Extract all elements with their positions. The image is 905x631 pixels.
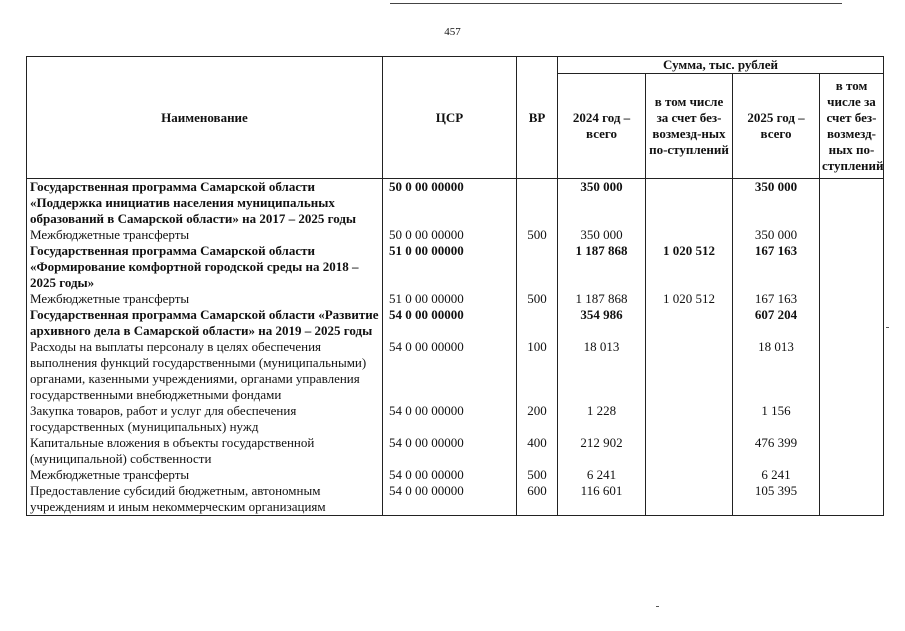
cell-2025-total: 1 156 xyxy=(733,403,820,435)
cell-vr xyxy=(517,307,558,339)
table-row xyxy=(27,403,884,435)
cell-2025-total: 105 395 xyxy=(733,483,820,516)
cell-csr: 51 0 00 00000 xyxy=(383,243,517,291)
cell-2024-free xyxy=(646,483,733,516)
cell-name: Государственная программа Самарской области «Развитие архивного дела в Самарской области» на 2019 – 2025 годы xyxy=(27,307,383,339)
table-row xyxy=(27,467,884,483)
cell-name: Государственная программа Самарской области «Формирование комфортной городской среды на 2018 – 2025 годы» xyxy=(27,243,383,291)
cell-csr: 50 0 00 00000 xyxy=(383,179,517,228)
cell-csr: 54 0 00 00000 xyxy=(383,435,517,467)
cell-2024-free xyxy=(646,339,733,403)
cell-2024-free xyxy=(646,179,733,228)
cell-2024-total: 1 187 868 xyxy=(558,291,646,307)
cell-vr xyxy=(517,179,558,228)
cell-csr: 54 0 00 00000 xyxy=(383,339,517,403)
page-number: 457 xyxy=(444,26,461,38)
cell-2025-free xyxy=(820,435,884,467)
header-2024-free: в том числе за счет без-возмезд-ных по-ступлений xyxy=(646,74,733,179)
cell-2025-total: 167 163 xyxy=(733,243,820,291)
table-row xyxy=(27,339,884,403)
cell-vr: 200 xyxy=(517,403,558,435)
cell-2025-total: 18 013 xyxy=(733,339,820,403)
table-row xyxy=(27,435,884,467)
cell-csr: 54 0 00 00000 xyxy=(383,467,517,483)
budget-table xyxy=(26,56,884,516)
cell-name: Межбюджетные трансферты xyxy=(27,467,383,483)
cell-csr: 50 0 00 00000 xyxy=(383,227,517,243)
cell-2024-total: 350 000 xyxy=(558,179,646,228)
cell-2025-free xyxy=(820,227,884,243)
cell-2025-total: 167 163 xyxy=(733,291,820,307)
table-row xyxy=(27,483,884,516)
cell-name: Предоставление субсидий бюджетным, автономным учреждениям и иным некоммерческим организациям xyxy=(27,483,383,516)
cell-2024-total: 6 241 xyxy=(558,467,646,483)
cell-vr xyxy=(517,243,558,291)
cell-2024-total: 116 601 xyxy=(558,483,646,516)
top-rule xyxy=(390,3,842,4)
scan-mark xyxy=(886,327,889,328)
header-2025-free: в том числе за счет без-возмезд-ных по-ступлений xyxy=(820,74,884,179)
cell-name: Межбюджетные трансферты xyxy=(27,291,383,307)
cell-vr: 500 xyxy=(517,467,558,483)
header-vr: ВР xyxy=(517,57,558,179)
cell-2025-free xyxy=(820,307,884,339)
cell-2024-free xyxy=(646,307,733,339)
cell-vr: 400 xyxy=(517,435,558,467)
header-2025-total: 2025 год – всего xyxy=(733,74,820,179)
cell-vr: 500 xyxy=(517,227,558,243)
cell-vr: 500 xyxy=(517,291,558,307)
header-sum-group: Сумма, тыс. рублей xyxy=(558,57,884,74)
cell-2024-total: 18 013 xyxy=(558,339,646,403)
cell-name: Расходы на выплаты персоналу в целях обеспечения выполнения функций государственными (муниципальными) органами, казенными учреждениями, органами управления государственными внебюджетными фондами xyxy=(27,339,383,403)
header-name: Наименование xyxy=(27,57,383,179)
cell-2025-free xyxy=(820,403,884,435)
cell-2025-free xyxy=(820,291,884,307)
cell-2025-free xyxy=(820,179,884,228)
table-row xyxy=(27,179,884,228)
cell-2024-total: 350 000 xyxy=(558,227,646,243)
cell-csr: 51 0 00 00000 xyxy=(383,291,517,307)
cell-name: Межбюджетные трансферты xyxy=(27,227,383,243)
table-row xyxy=(27,227,884,243)
cell-csr: 54 0 00 00000 xyxy=(383,483,517,516)
cell-csr: 54 0 00 00000 xyxy=(383,307,517,339)
cell-csr: 54 0 00 00000 xyxy=(383,403,517,435)
cell-2024-free xyxy=(646,435,733,467)
cell-2024-total: 1 228 xyxy=(558,403,646,435)
table-body xyxy=(27,179,884,516)
table-row xyxy=(27,291,884,307)
table-row xyxy=(27,307,884,339)
cell-vr: 600 xyxy=(517,483,558,516)
header-2024-total: 2024 год – всего xyxy=(558,74,646,179)
cell-2024-free: 1 020 512 xyxy=(646,243,733,291)
cell-2024-total: 354 986 xyxy=(558,307,646,339)
cell-name: Капитальные вложения в объекты государственной (муниципальной) собственности xyxy=(27,435,383,467)
cell-vr: 100 xyxy=(517,339,558,403)
cell-2025-total: 350 000 xyxy=(733,179,820,228)
cell-2024-total: 212 902 xyxy=(558,435,646,467)
cell-2025-free xyxy=(820,483,884,516)
cell-2025-total: 350 000 xyxy=(733,227,820,243)
scan-mark xyxy=(656,606,659,607)
cell-2024-total: 1 187 868 xyxy=(558,243,646,291)
table-row xyxy=(27,243,884,291)
cell-2025-free xyxy=(820,339,884,403)
cell-2025-total: 6 241 xyxy=(733,467,820,483)
cell-2025-free xyxy=(820,467,884,483)
cell-2025-total: 607 204 xyxy=(733,307,820,339)
cell-name: Государственная программа Самарской области «Поддержка инициатив населения муниципальных образований в Самарской области» на 2017 – 2025 годы xyxy=(27,179,383,228)
cell-2024-free: 1 020 512 xyxy=(646,291,733,307)
cell-2024-free xyxy=(646,227,733,243)
cell-2024-free xyxy=(646,403,733,435)
cell-2024-free xyxy=(646,467,733,483)
cell-2025-free xyxy=(820,243,884,291)
cell-2025-total: 476 399 xyxy=(733,435,820,467)
header-csr: ЦСР xyxy=(383,57,517,179)
cell-name: Закупка товаров, работ и услуг для обеспечения государственных (муниципальных) нужд xyxy=(27,403,383,435)
